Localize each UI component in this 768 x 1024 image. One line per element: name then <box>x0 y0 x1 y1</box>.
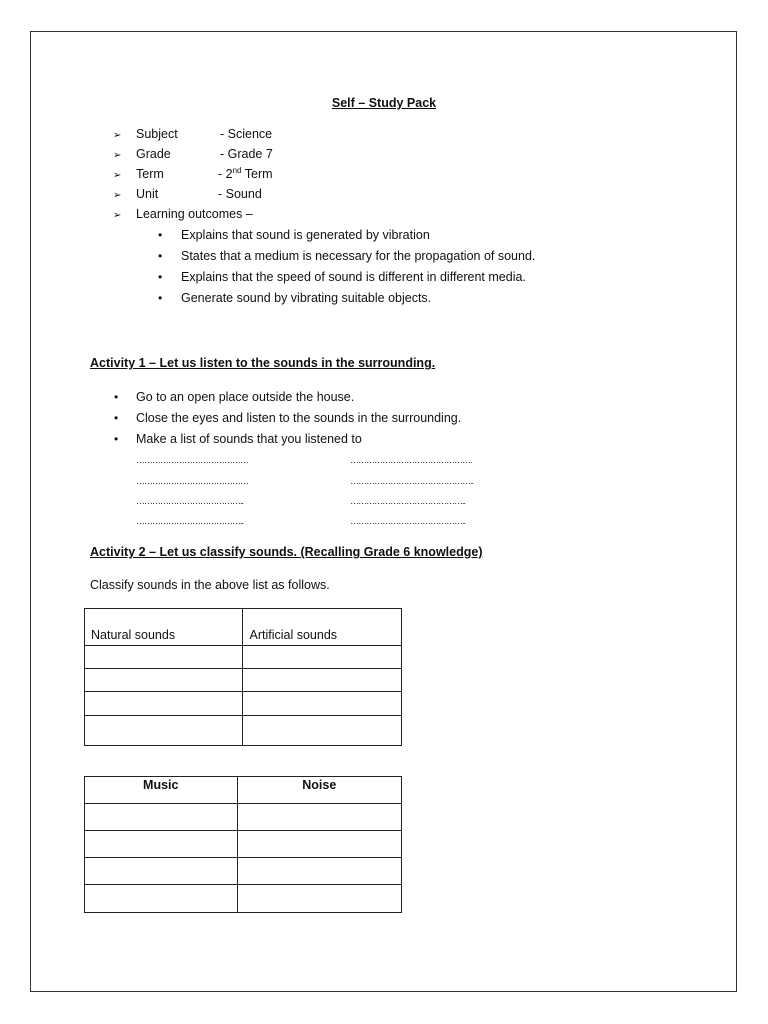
arrow-bullet-icon: ➢ <box>113 130 122 141</box>
outcome-item: Explains that the speed of sound is different in different media. <box>181 270 526 284</box>
info-term-value: - 2nd Term <box>218 166 273 181</box>
table-cell[interactable] <box>85 646 243 669</box>
table-cell[interactable] <box>85 692 243 716</box>
music-noise-table <box>84 776 402 913</box>
table-row <box>85 858 402 885</box>
info-unit-label: Unit <box>136 187 159 201</box>
bullet-icon: • <box>158 249 163 263</box>
info-grade-value: - Grade 7 <box>220 147 273 161</box>
bullet-icon: • <box>114 411 119 425</box>
table-row <box>85 646 402 669</box>
arrow-bullet-icon: ➢ <box>113 150 122 161</box>
arrow-bullet-icon: ➢ <box>113 210 122 221</box>
table-row <box>85 669 402 692</box>
dotted-line: …………………………………… <box>136 455 248 465</box>
table-header-noise: Noise <box>237 777 401 804</box>
table-header-natural: Natural sounds <box>85 609 243 646</box>
table-cell[interactable] <box>243 716 402 746</box>
activity2-heading: Activity 2 – Let us classify sounds. (Recalling Grade 6 knowledge) <box>90 545 483 559</box>
table-cell[interactable] <box>85 669 243 692</box>
table-cell[interactable] <box>85 831 238 858</box>
table-row <box>85 692 402 716</box>
dotted-line: ………………………………………. <box>350 455 472 465</box>
outcome-item: Generate sound by vibrating suitable objects. <box>181 291 432 305</box>
table-cell[interactable] <box>85 716 243 746</box>
learning-outcomes-label: Learning outcomes – <box>136 207 253 221</box>
table-cell[interactable] <box>237 804 401 831</box>
info-subject-label: Subject <box>136 127 178 141</box>
table-header-music: Music <box>85 777 238 804</box>
outcome-item: Explains that sound is generated by vibration <box>181 228 430 242</box>
dotted-line: ………………………………….. <box>136 496 244 506</box>
table-row <box>85 831 402 858</box>
activity1-step: Close the eyes and listen to the sounds in the surrounding. <box>136 411 462 425</box>
table-row <box>85 804 402 831</box>
activity2-instruction: Classify sounds in the above list as follows. <box>90 578 330 592</box>
bullet-icon: • <box>158 228 163 242</box>
activity1-step: Make a list of sounds that you listened to <box>136 432 362 446</box>
table-row <box>85 716 402 746</box>
page-title: Self – Study Pack <box>331 96 437 110</box>
bullet-icon: • <box>158 291 163 305</box>
table-cell[interactable] <box>237 858 401 885</box>
dotted-line: …………………………………… <box>136 476 248 486</box>
table-cell[interactable] <box>243 692 402 716</box>
table-cell[interactable] <box>237 831 401 858</box>
table-header-artificial: Artificial sounds <box>243 609 402 646</box>
dotted-line: …………………………………….. <box>350 516 466 526</box>
activity1-heading: Activity 1 – Let us listen to the sounds in the surrounding. <box>90 356 436 370</box>
table-cell[interactable] <box>243 646 402 669</box>
table-cell[interactable] <box>85 885 238 913</box>
bullet-icon: • <box>158 270 163 284</box>
table-cell[interactable] <box>85 804 238 831</box>
bullet-icon: • <box>114 432 119 446</box>
table-cell[interactable] <box>237 885 401 913</box>
activity1-step: Go to an open place outside the house. <box>136 390 355 404</box>
dotted-line: ………………………………….. <box>136 516 244 526</box>
table-cell[interactable] <box>85 858 238 885</box>
table-cell[interactable] <box>243 669 402 692</box>
info-subject-value: - Science <box>220 127 273 141</box>
table-row <box>85 885 402 913</box>
arrow-bullet-icon: ➢ <box>113 170 122 181</box>
info-term-label: Term <box>136 167 164 181</box>
dotted-line: ……………………………………….. <box>350 476 474 486</box>
outcome-item: States that a medium is necessary for the propagation of sound. <box>181 249 536 263</box>
info-grade-label: Grade <box>136 147 171 161</box>
natural-artificial-table <box>84 608 402 746</box>
dotted-line: …………………………………….. <box>350 496 466 506</box>
bullet-icon: • <box>114 390 119 404</box>
arrow-bullet-icon: ➢ <box>113 190 122 201</box>
info-unit-value: - Sound <box>218 187 262 201</box>
